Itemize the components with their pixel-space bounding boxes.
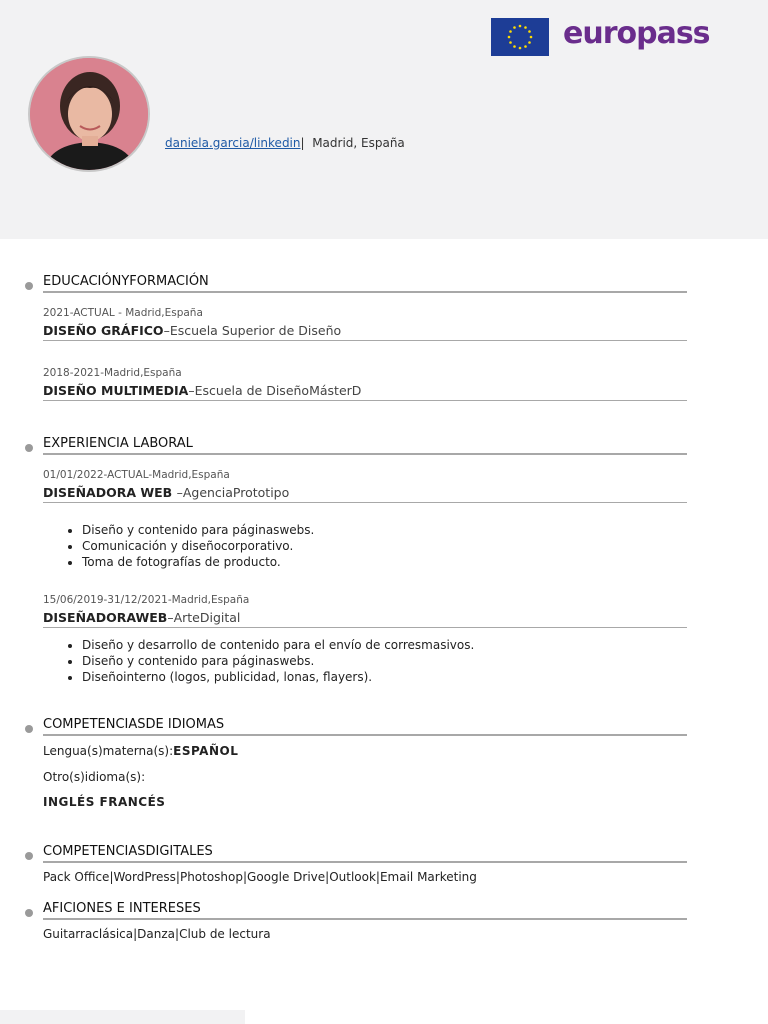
education-entry-2 [43, 383, 687, 401]
contact-location: Madrid, España [312, 136, 405, 150]
linkedin-link[interactable]: daniela.garcia/linkedin [165, 136, 301, 150]
list-item: • Diseño y contenido para páginaswebs. [82, 522, 314, 538]
section-bullet [25, 909, 33, 917]
mother-language-value: ESPAÑOL [173, 744, 239, 758]
mother-language-label: Lengua(s)materna(s): [43, 744, 174, 758]
list-item: • Diseño y desarrollo de contenido para el envío de corresmasivos. [82, 637, 474, 653]
languages-title: COMPETENCIASDE IDIOMAS [43, 717, 687, 736]
footer-bar [0, 1010, 245, 1024]
list-item: • Diseño y contenido para páginaswebs. [82, 653, 474, 669]
section-bullet [25, 444, 33, 452]
other-languages-value: INGLÉS FRANCÉS [43, 795, 166, 809]
education-org-1: –Escuela Superior de Diseño [163, 323, 342, 338]
contact-separator: | [300, 136, 305, 150]
education-role-2: DISEÑO MULTIMEDIA [43, 383, 189, 398]
digital-items: Pack Office|WordPress|Photoshop|Google Drive|Outlook|Email Marketing [43, 870, 477, 884]
experience-entry-2 [43, 610, 687, 628]
section-bullet [25, 282, 33, 290]
education-org-2: –Escuela de DiseñoMásterD [188, 383, 362, 398]
other-languages [43, 795, 165, 809]
europass-logo: europass [563, 16, 710, 51]
list-item: • Diseñointerno (logos, publicidad, lonas, flayers). [82, 669, 474, 685]
experience-org-2: –ArteDigital [167, 610, 241, 625]
education-title: EDUCACIÓNYFORMACIÓN [43, 274, 687, 293]
experience-bullets-2 [66, 637, 474, 685]
education-role-1: DISEÑO GRÁFICO [43, 323, 164, 338]
mother-language [43, 744, 238, 758]
contact-line [165, 136, 405, 150]
education-entry-1 [43, 323, 687, 341]
avatar [28, 56, 150, 172]
section-bullet [25, 852, 33, 860]
experience-title: EXPERIENCIA LABORAL [43, 436, 687, 455]
experience-entry-1 [43, 485, 687, 503]
experience-org-1: –AgenciaPrototipo [176, 485, 290, 500]
hobbies-items: Guitarraclásica|Danza|Club de lectura [43, 927, 271, 941]
experience-meta-2: 15/06/2019-31/12/2021-Madrid,España [43, 594, 250, 606]
education-meta-2: 2018-2021-Madrid,España [43, 367, 182, 379]
other-languages-label: Otro(s)idioma(s): [43, 770, 146, 784]
digital-title: COMPETENCIASDIGITALES [43, 844, 687, 863]
education-meta-1: 2021-ACTUAL - Madrid,España [43, 307, 203, 319]
experience-role-1: DISEÑADORA WEB [43, 485, 177, 500]
hobbies-title: AFICIONES E INTERESES [43, 901, 687, 920]
eu-flag-icon [491, 18, 549, 56]
list-item: • Comunicación y diseñocorporativo. [82, 538, 314, 554]
experience-meta-1: 01/01/2022-ACTUAL-Madrid,España [43, 469, 230, 481]
experience-role-2: DISEÑADORAWEB [43, 610, 168, 625]
section-bullet [25, 725, 33, 733]
experience-bullets-1 [66, 522, 314, 570]
list-item: • Toma de fotografías de producto. [82, 554, 314, 570]
header [0, 0, 768, 239]
